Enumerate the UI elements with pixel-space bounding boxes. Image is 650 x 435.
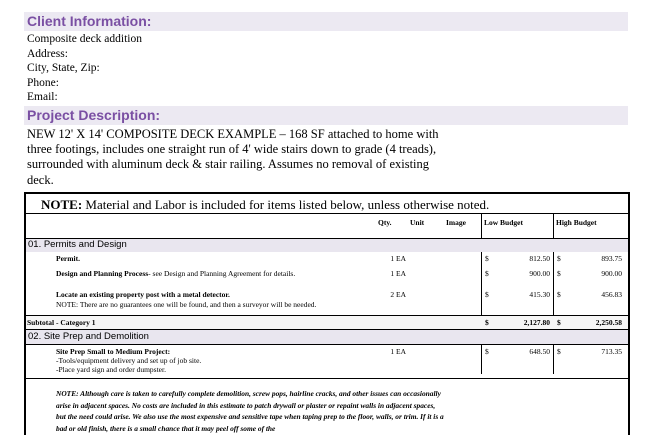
line-item-title: Site Prep Small to Medium Project: (56, 347, 171, 356)
subtotal-label: Subtotal - Category 1 (27, 318, 96, 327)
category-bottom-line (26, 344, 628, 345)
line-item-detail: -Place yard sign and order dumpster. (56, 365, 166, 374)
line-item-qty: 1 EA (390, 347, 406, 356)
note-divider (26, 213, 628, 214)
line-item-detail: NOTE: There are no guarantees one will be found, and then a surveyor will be needed. (56, 300, 317, 309)
currency-symbol: $ (557, 269, 561, 278)
subtotal-high: 2,250.58 (595, 318, 622, 327)
line-item-title: Design and Planning Process (56, 269, 149, 278)
subtotal-low: 2,127.80 (523, 318, 550, 327)
currency-symbol: $ (557, 347, 561, 356)
col-line-high-2 (553, 344, 554, 374)
category-row (26, 330, 628, 344)
line-item-qty: 1 EA (390, 254, 406, 263)
line-item-title: Locate an existing property post with a metal detector. (56, 290, 230, 299)
line-item-qty: 1 EA (390, 269, 406, 278)
header-image: Image (446, 218, 466, 227)
client-info-band (24, 12, 628, 31)
table-note-label: NOTE: (41, 197, 83, 212)
currency-symbol: $ (557, 290, 561, 299)
client-address: Address: (27, 47, 68, 60)
project-description-text: NEW 12' X 14' COMPOSITE DECK EXAMPLE – 168 SF attached to home with three footings, includes one straight run of 4' wide stairs down to grade (4 treads), surrounded with aluminum deck & stair railing. Assumes no removal of existing deck. (27, 127, 439, 187)
demolition-disclaimer: NOTE: Although care is taken to carefully complete demolition, screw pops, hairline cracks, and other issues can occasionally arise in adjacent spaces. No costs are included in this estimate to patch drywall or plaster or repaint walls in adjacent spaces, but the need could arise. We also use the most expensive and sensitive tape when taping prep to the floor, walls, or trim. If it is a bad or old finish, there is a small chance that it may peel off some of the (56, 389, 444, 433)
header-unit: Unit (410, 218, 425, 227)
header-low-budget: Low Budget (484, 218, 523, 227)
line-item-detail: - see Design and Planning Agreement for details. (148, 269, 296, 278)
line-item-detail: -Tools/equipment delivery and set up of job site. (56, 356, 202, 365)
line-item-high: 713.35 (601, 347, 622, 356)
category-top-line (26, 238, 628, 239)
line-item-low: 812.50 (529, 254, 550, 263)
client-city: City, State, Zip: (27, 62, 100, 74)
currency-symbol: $ (485, 318, 489, 327)
disclaimer-divider (26, 378, 628, 379)
table-note-text: Material and Labor is included for items listed below, unless otherwise noted. (82, 197, 490, 212)
table-note (41, 197, 489, 213)
line-item-high: 893.75 (601, 254, 622, 263)
category-title: 01. Permits and Design (28, 239, 127, 250)
category-title: 02. Site Prep and Demolition (28, 331, 149, 342)
estimate-table (24, 192, 630, 435)
category-row (26, 238, 628, 252)
line-item-qty: 2 EA (390, 290, 406, 299)
line-item-high: 456.83 (601, 290, 622, 299)
client-info-lines (27, 32, 142, 105)
line-item-low: 648.50 (529, 347, 550, 356)
line-item-title: Permit. (56, 254, 80, 263)
client-info-heading: Client Information: (27, 13, 152, 29)
line-item-low: 415.30 (529, 290, 550, 299)
project-description-band (24, 106, 628, 125)
line-item-low: 900.00 (529, 269, 550, 278)
currency-symbol: $ (485, 254, 489, 263)
line-item-high: 900.00 (601, 269, 622, 278)
col-line-low-2 (481, 344, 482, 374)
header-high-budget: High Budget (556, 218, 597, 227)
client-email: Email: (27, 91, 58, 103)
currency-symbol: $ (557, 318, 561, 327)
currency-symbol: $ (557, 254, 561, 263)
project-description-heading: Project Description: (27, 107, 161, 123)
client-name: Composite deck addition (27, 33, 142, 45)
currency-symbol: $ (485, 269, 489, 278)
line-item-design (56, 269, 295, 278)
client-phone: Phone: (27, 76, 59, 89)
currency-symbol: $ (485, 290, 489, 299)
currency-symbol: $ (485, 347, 489, 356)
header-qty: Qty. (378, 218, 392, 227)
